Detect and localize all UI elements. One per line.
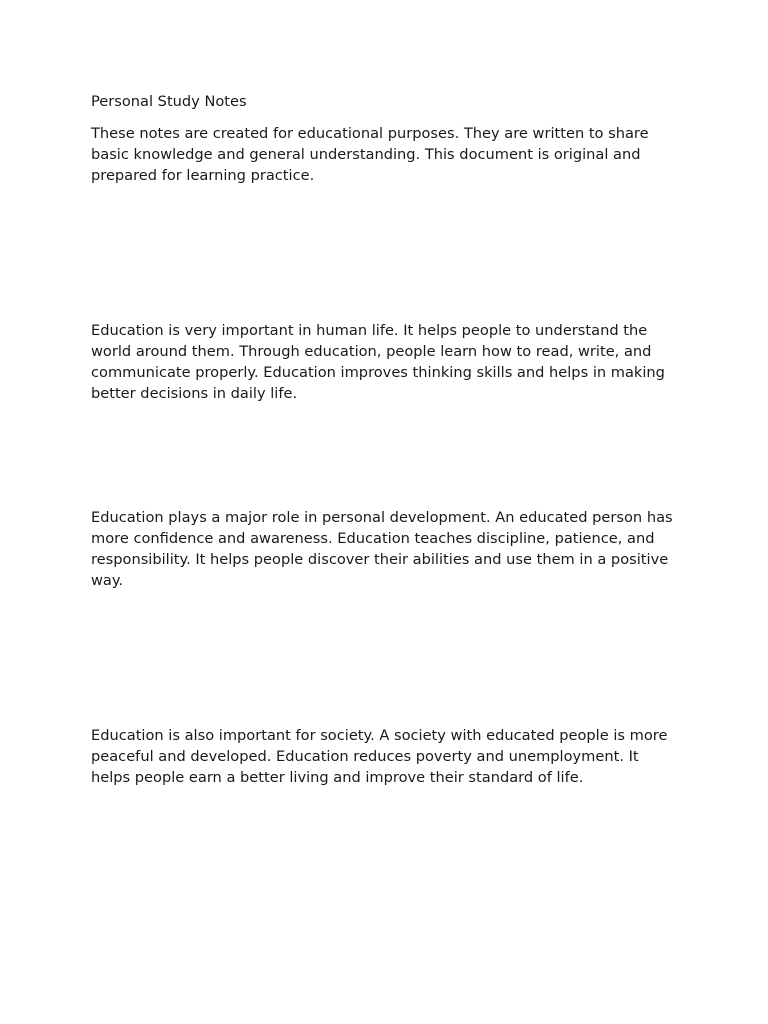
paragraph-importance: Education is very important in human life. It helps people to understand the world around them. Through education, people learn how to read, write, and communicate properly. Education improves thinking skills and helps in making better decisions in daily life.: [91, 322, 665, 402]
document-title: Personal Study Notes: [91, 93, 247, 110]
paragraph-personal-development: Education plays a major role in personal development. An educated person has more confidence and awareness. Education teaches discipline, patience, and responsibility. It helps people discover their abilities and use them in a positive way.: [91, 509, 673, 589]
paragraph-society: Education is also important for society. A society with educated people is more peaceful and developed. Education reduces poverty and unemployment. It helps people earn a better living and improve their standard of life.: [91, 727, 668, 786]
paragraph-intro: These notes are created for educational purposes. They are written to share basic knowledge and general understanding. This document is original and prepared for learning practice.: [91, 125, 649, 184]
